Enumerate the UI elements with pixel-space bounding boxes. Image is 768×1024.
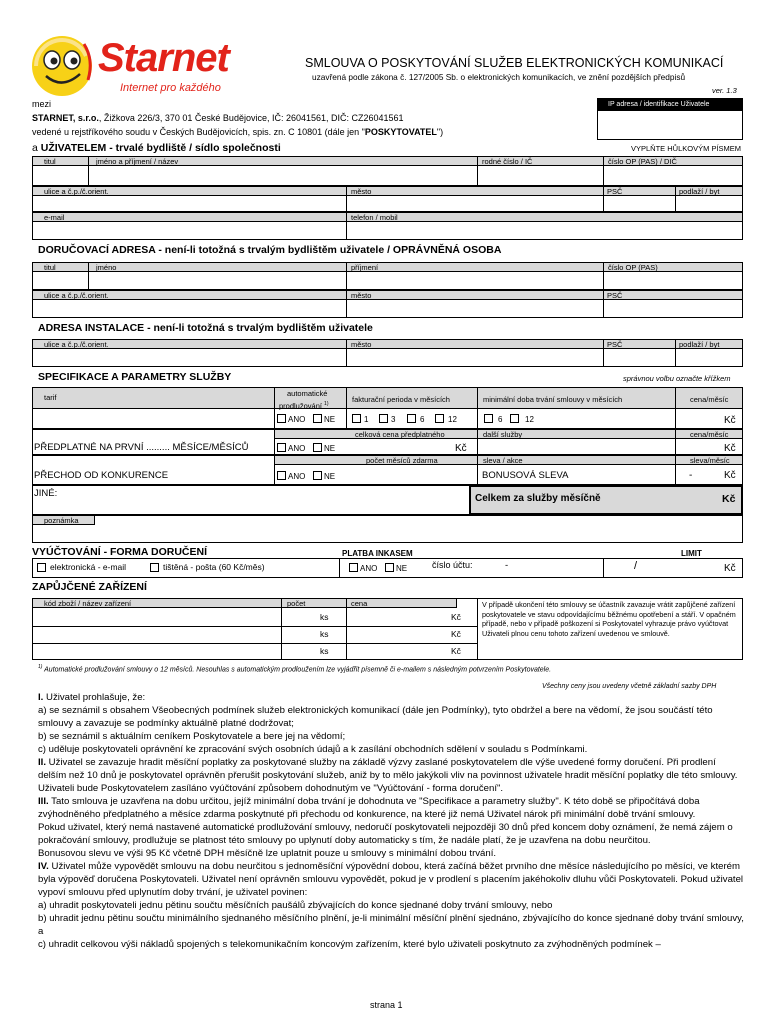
equipment-row[interactable] [33, 627, 476, 643]
mezi-label: mezi [32, 99, 52, 109]
period-6-checkbox[interactable] [407, 414, 416, 423]
delivery-jmeno-field[interactable] [89, 272, 346, 290]
jine-label: JINÉ: [34, 488, 58, 499]
predplatne-ano-checkbox[interactable] [277, 443, 286, 452]
install-ulice-field[interactable] [33, 349, 346, 367]
equipment-cena-label: cena [351, 599, 368, 608]
podlazi-field[interactable] [676, 196, 742, 212]
term-paragraph: c) uhradit celkovou výši nákladů spojených s telekomunikačním koncovým zařízením, které bylo uživateli poskytnuto za zvýhodněných podmínek – [38, 939, 661, 950]
auto-renew-label-1: automatické [287, 389, 328, 398]
inkasem-label: PLATBA INKASEM [342, 549, 413, 558]
brand-tagline: Internet pro každého [120, 82, 221, 94]
delivery-prijmeni-field[interactable] [347, 272, 603, 290]
delivery-op-field[interactable] [604, 272, 742, 290]
period-12-checkbox[interactable] [435, 414, 444, 423]
bonus-label: BONUSOVÁ SLEVA [482, 470, 569, 481]
install-podlazi-field[interactable] [676, 349, 742, 367]
ip-address-label: IP adresa / identifikace Uživatele [608, 101, 710, 108]
jmeno-label: jméno a příjmení / název [96, 157, 179, 166]
limit-field[interactable] [604, 559, 719, 577]
delivery-psc-label: PSČ [607, 291, 623, 300]
footnote: $^{1)}$ Automatické prodlužování smlouvy o 12 měsíců. Nesouhlas s automatickým prodloužením lze vyjádřit písemně či e-mailem s následným potvrzením Poskytovatele. [38, 664, 552, 674]
brand-name: Starnet [98, 36, 229, 80]
email-label: e-mail [44, 213, 65, 222]
user-heading: a UŽIVATELEM - trvalé bydliště / sídlo společnosti [32, 142, 281, 154]
email-field[interactable] [33, 222, 346, 240]
inkaso-ano-checkbox[interactable] [349, 563, 358, 572]
rodne-cislo-label: rodné číslo / IČ [482, 157, 533, 166]
install-psc-field[interactable] [604, 349, 675, 367]
delivery-titul-field[interactable] [33, 272, 88, 290]
install-mesto-label: město [351, 340, 372, 349]
smiley-logo-icon [28, 30, 100, 100]
contract-subtitle: uzavřená podle zákona č. 127/2005 Sb. o elektronických komunikacích, ve znění pozdějších předpisů [312, 72, 686, 82]
podlazi-label: podlaží / byt [679, 187, 720, 196]
equipment-row[interactable] [33, 644, 476, 659]
tarif-label: tarif [44, 393, 57, 402]
provider-name: STARNET, s.r.o. [32, 113, 99, 123]
prechod-label: PŘECHOD OD KONKURENCE [34, 470, 169, 481]
provider-address: , Žižkova 226/3, 370 01 České Budějovice, IČ: 26041561, DIČ: CZ26041561 [98, 113, 404, 123]
term-paragraph: b) se seznámil s aktuálním ceníkem Poskytovatele a bere jej na vědomí; [38, 731, 346, 742]
term-paragraph: a) se seznámil s obsahem Všeobecných podmínek služeb elektronických komunikací (dále jen Podmínky), tyto obdržel a bere na vědomí, že jsou součástí této smlouvy a zavazuje se podmínky aktuálně platné dodržovat; [38, 705, 713, 729]
delivery-op-label: číslo OP (PAS) [608, 263, 658, 272]
install-psc-label: PSČ [607, 340, 623, 349]
psc-field[interactable] [604, 196, 675, 212]
install-ulice-label: ulice a č.p./č.orient. [44, 340, 109, 349]
tistena-checkbox[interactable] [150, 563, 159, 572]
provider-line-1 [32, 113, 404, 123]
elektronicka-checkbox[interactable] [37, 563, 46, 572]
term-paragraph: II. Uživatel se zavazuje hradit měsíční poplatky za poskytované služby na základě výzvy zaslané poskytovatelem dle výše uvedené formy doručení. Při prodlení delším než 10 dnů je poskytovatel oprávněn přerušit poskytování služeb, aniž by to mělo jakýkoli vliv na povinnost uživatele hradit měsíční poplatky dle této smlouvy. Uživateli bude Poskytovatelem zasíláno vyúčtování způsobem dohodnutým ve "Vyúčtování - forma doručení". [38, 757, 738, 794]
predplatne-label: PŘEDPLATNÉ NA PRVNÍ ......... MĚSÍCE/MĚSÍCŮ [34, 442, 249, 453]
term-paragraph: c) uděluje poskytovateli oprávnění ke zpracování svých osobních údajů a k zasílání obchodních sdělení v souladu s Podmínkami. [38, 744, 588, 755]
auto-renew-label-2: prodlužování $^{1)}$ [279, 401, 329, 411]
term-paragraph: Bonusovou slevu ve výši 95 Kč včetně DPH měsíčně lze uplatnit pouze u smlouvy s minimální dobou trvání. [38, 848, 497, 859]
term-paragraph: IV. Uživatel může vypovědět smlouvu na dobu neurčitou s jednoměsíční výpovědní dobou, která začíná běžet prvního dne měsíce následujícího po měsíci, ve kterém byla výpověď doručena Poskytovateli. Uživatel není oprávněn smlouvu vypovědět, pokud je v prodlení s placením jakéhokoliv dluhu vůči Poskytovateli. Pokud uživatel vypoví smlouvu před uplynutím doby trvání, je uživatel povinen: [38, 861, 744, 898]
delivery-ulice-field[interactable] [33, 300, 346, 318]
mesto-label: město [351, 187, 372, 196]
ulice-field[interactable] [33, 196, 346, 212]
period-1-checkbox[interactable] [352, 414, 361, 423]
term-paragraph: a) uhradit poskytovateli jednu pětinu součtu měsíčních paušálů zbývajících do konce sjednané doby trvání smlouvy, nebo [38, 900, 553, 911]
price-month-label: cena/měsíc [690, 395, 729, 404]
equipment-heading: ZAPŮJČENÉ ZAŘÍZENÍ [32, 581, 147, 593]
term-paragraph: III. Tato smlouva je uzavřena na dobu určitou, jejíž minimální doba trvání je dohodnuta ve "Specifikace a parametry služby". K této době se připočítává doba zvýhodněného předplatného a měsíce zdarma poskytnuté při přechodu od konkurence, na které již nemá Uživatel nárok při minimální době trvání smlouvy. [38, 796, 700, 820]
prices-note: Všechny ceny jsou uvedeny včetně základní sazby DPH [542, 683, 717, 690]
term-paragraph: Pokud uživatel, který nemá nastavené automatické prodlužování smlouvy, nedoručí poskytovateli nejpozději 30 dnů před koncem doby oznámení, že nemá zájem o pokračování smlouvy, prodlužuje se platnost této smlouvy po uplynutí doby automaticky s tím, že nadále platí, že je uzavřena na dobu neurčitou. [38, 822, 733, 846]
install-mesto-field[interactable] [347, 349, 603, 367]
min-12-checkbox[interactable] [510, 414, 519, 423]
starnet-logo [28, 30, 248, 100]
billing-period-label: fakturační perioda v měsících [352, 395, 450, 404]
telefon-field[interactable] [347, 222, 742, 240]
op-label: číslo OP (PAS) / DIČ [608, 157, 677, 166]
delivery-mesto-field[interactable] [347, 300, 603, 318]
telefon-label: telefon / mobil [351, 213, 398, 222]
delivery-titul-label: titul [44, 263, 56, 272]
install-heading: ADRESA INSTALACE - není-li totožná s trvalým bydlištěm uživatele [38, 322, 373, 334]
min-duration-label: minimální doba trvání smlouvy v měsících [483, 395, 623, 404]
period-3-checkbox[interactable] [379, 414, 388, 423]
auto-renew-ne-checkbox[interactable] [313, 414, 322, 423]
spec-heading: SPECIFIKACE A PARAMETRY SLUŽBY [38, 371, 232, 383]
page-number: strana 1 [370, 1000, 403, 1010]
cislo-uctu-label: číslo účtu: [432, 560, 473, 570]
install-podlazi-label: podlaží / byt [679, 340, 720, 349]
delivery-heading: DORUČOVACÍ ADRESA - není-li totožná s trvalým bydlištěm uživatele / OPRÁVNĚNÁ OSOBA [38, 244, 502, 256]
equipment-pocet-label: počet [287, 599, 306, 608]
titul-field[interactable] [33, 166, 88, 186]
tarif-price-kc: Kč [724, 415, 736, 426]
term-paragraph: b) uhradit jednu pětinu součtu minimálního sjednaného měsíčního plnění, je-li minimální měsíční plnění sjednáno, zbývajícího do konce sjednané doby trvání smlouvy, a [38, 913, 744, 937]
delivery-prijmeni-label: příjmení [351, 263, 379, 272]
cislo-uctu-field[interactable] [475, 559, 603, 577]
spec-note: správnou volbu označte křížkem [623, 374, 731, 383]
prechod-ano-checkbox[interactable] [277, 471, 286, 480]
equipment-kod-label: kód zboží / název zařízení [44, 599, 132, 608]
rodne-cislo-field[interactable] [478, 166, 603, 186]
delivery-ulice-label: ulice a č.p./č.orient. [44, 291, 109, 300]
equipment-row[interactable] [33, 609, 476, 626]
op-field[interactable] [604, 166, 742, 186]
term-paragraph: I. Uživatel prohlašuje, že: [38, 692, 146, 703]
equipment-note: V případě ukončení této smlouvy se účastník zavazuje vrátit zapůjčené zařízení poskytovatele ve stavu odpovídajícímu běžnému opotřebení a stáří. V opačném případě, nebo v případě poškození si Poskytovatel vyhrazuje právo vyúčtovat Uživateli plnou cenu tohoto zařízení uvedenou ve smlouvě. [482, 600, 736, 638]
poznamka-label: poznámka [44, 516, 79, 525]
delivery-psc-field[interactable] [604, 300, 742, 318]
prechod-ne-checkbox[interactable] [313, 471, 322, 480]
ip-address-box[interactable] [597, 98, 743, 140]
min-6-checkbox[interactable] [484, 414, 493, 423]
inkaso-ne-checkbox[interactable] [385, 563, 394, 572]
jmeno-field[interactable] [89, 166, 477, 186]
provider-line-2: vedené u rejstříkového soudu v Českých Budějovicích, spis. zn. C 10801 (dále jen "POSKYTOVATEL") [32, 127, 444, 137]
psc-label: PSČ [607, 187, 623, 196]
dalsi-sluzby-field[interactable] [478, 439, 675, 455]
contract-title: SMLOUVA O POSKYTOVÁNÍ SLUŽEB ELEKTRONICKÝCH KOMUNIKACÍ [305, 56, 724, 70]
delivery-jmeno-label: jméno [96, 263, 117, 272]
auto-renew-ano-checkbox[interactable] [277, 414, 286, 423]
predplatne-ne-checkbox[interactable] [313, 443, 322, 452]
ulice-label: ulice a č.p./č.orient. [44, 187, 109, 196]
titul-label: titul [44, 157, 56, 166]
mesto-field[interactable] [347, 196, 603, 212]
delivery-mesto-label: město [351, 291, 372, 300]
celkem-label: Celkem za služby měsíčně [475, 493, 601, 504]
version-label: ver. 1.3 [712, 86, 737, 95]
limit-label: LIMIT [681, 549, 702, 558]
tarif-field[interactable] [33, 409, 274, 429]
terms-text [38, 691, 746, 951]
fill-note: VYPLŇTE HŮLKOVÝM PÍSMEM [631, 144, 742, 153]
jine-field[interactable] [60, 486, 468, 514]
poznamka-field[interactable] [96, 516, 742, 542]
billing-heading: VYÚČTOVÁNÍ - FORMA DORUČENÍ [32, 546, 208, 558]
